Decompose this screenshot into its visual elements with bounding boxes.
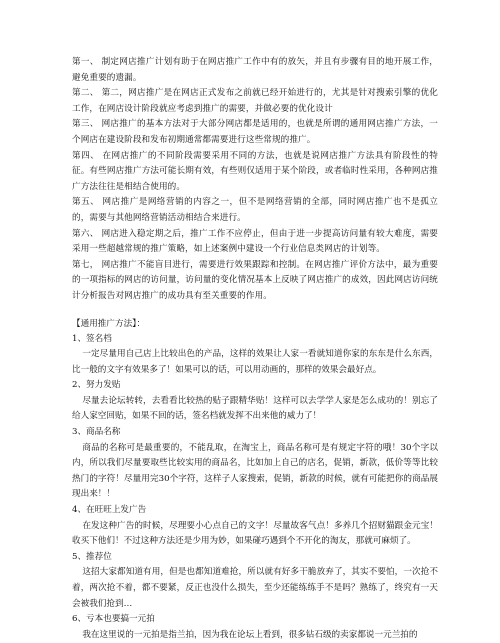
point-3: 第三、 网店推广的基本方法对于大部分网店都是适用的，也就是所谓的通用网店推广方法，一个网店在建设阶段和发布初期通常都需要进行这些常规的推广。 xyxy=(72,117,438,148)
method-6-text: 我在这里说的一元拍是指兰拍，因为我在论坛上看到，很多钻石级的卖家都说一元兰拍的 xyxy=(72,628,438,643)
method-4-text: 在发这种广告的时候，尽理要小心点自己的文字！尽量故客气点！多养几个招财猫跟金元宝！收买下他们！不过这种方法还是少用为妙，如果碰巧遇到个不开化的淘友，那就可麻烦了。 xyxy=(72,519,438,550)
point-1: 第一、 制定网店推广计划有助于在网店推广工作中有的放矢，并且有步骤有目的地开展工作，避免重要的遗漏。 xyxy=(72,55,438,86)
method-4-title: 4、在旺旺上发广告 xyxy=(72,503,438,519)
section-gap xyxy=(72,305,438,316)
point-2: 第二、 第二，网店推广是在网店正式发布之前就已经开始进行的，尤其是针对搜索引擎的优化工作，在网店设计阶段就应考虑到推广的需要，并做必要的优化设计 xyxy=(72,86,438,117)
point-7: 第七， 网店推广不能盲目进行，需要进行效果跟踪和控制。在网店推广评价方法中，最为重要的一项指标的网店的访问量，访问量的变化情况基本上反映了网店推广的成效，因此网店访问统计分析报告对网店推广的成功具有至关重要的作用。 xyxy=(72,258,438,305)
methods-list xyxy=(72,332,438,643)
method-6-title: 6、亏本也要搞一元拍 xyxy=(72,612,438,628)
points-section xyxy=(72,55,438,305)
method-3-title: 3、商品名称 xyxy=(72,425,438,441)
method-5-title: 5、推荐位 xyxy=(72,550,438,566)
point-5: 第五、 网店推广是网络营销的内容之一，但不是网络营销的全部，同时网店推广也不是孤立的，需要与其他网络营销活动相结合来进行。 xyxy=(72,195,438,226)
general-methods-heading: 【通用推广方法】： xyxy=(72,316,438,332)
method-1-text: 一定尽量用自己店上比较出色的产品，这样的效果让人家一看就知道你家的东东是什么东西，比一般的文字有效果多了！如果可以的话，可以用动画的，那样的效果会最好点。 xyxy=(72,347,438,378)
method-2-title: 2、努力发贴 xyxy=(72,378,438,394)
method-1-title: 1、签名档 xyxy=(72,332,438,348)
method-2-text: 尽量去论坛转转，去看看比较热的贴子跟精华贴！这样可以去学学人家是怎么成功的！别忘了给人家空回贴，如果不回的话，签名档就发挥不出来他的威力了！ xyxy=(72,394,438,425)
point-4: 第四、 在网店推广的不同阶段需要采用不同的方法，也就是说网店推广方法具有阶段性的特征。有些网店推广方法可能长期有效，有些则仅适用于某个阶段，或者临时性采用，各种网店推广方法往往是相结合使用的。 xyxy=(72,149,438,196)
point-6: 第六、 网店进入稳定期之后，推广工作不应停止，但由于进一步提高访问量有较大难度，需要采用一些超越常规的推广策略，如上述案例中建设一个行业信息类网店的计划等。 xyxy=(72,227,438,258)
method-3-text: 商品的名称可是最重要的，不能乱取，在淘宝上，商品名称可是有规定字符的哦！30个字以内，所以我们尽量要取些比较实用的商品名，比如加上自己的店名，促销，新款，低价等等比较热门的字符！尽量用完30个字符，这样子人家搜索，促销，新款的时候，就有可能把你的商品展现出来！！ xyxy=(72,441,438,503)
method-5-text: 这招大家都知道有用，但是也都知道难抢，所以就有好多干脆放弃了，其实不要怕，一次抢不着，两次抢不着，都不要紧，反正也没什么损失，至少还能练练手不是吗？熟练了，终究有一天会被我们抢到… xyxy=(72,565,438,612)
document-page xyxy=(72,55,438,643)
